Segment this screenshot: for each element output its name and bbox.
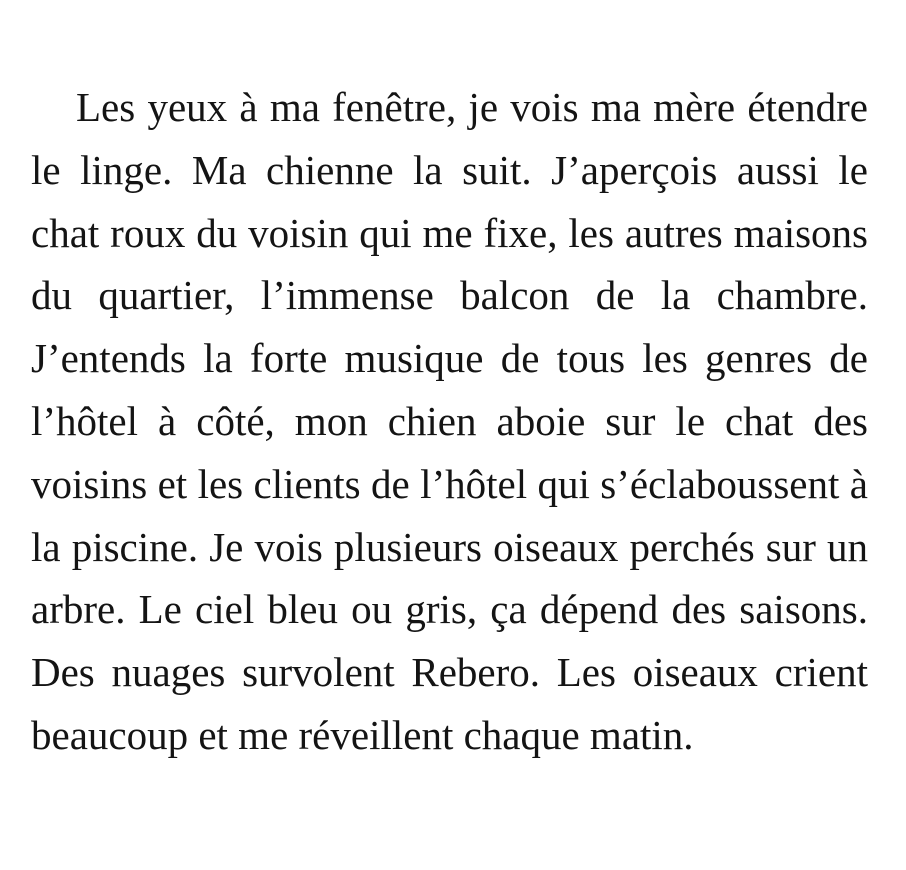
body-paragraph: Les yeux à ma fenêtre, je vois ma mère étendre le linge. Ma chienne la suit. J’aperçois aussi le chat roux du voisin qui me fixe, les autres maisons du quartier, l’immense balcon de la chambre. J’entends la forte musique de tous les genres de l’hôtel à côté, mon chien aboie sur le chat des voisins et les clients de l’hôtel qui s’éclaboussent à la piscine. Je vois plusieurs oiseaux perchés sur un arbre. Le ciel bleu ou gris, ça dépend des saisons. Des nuages survolent Rebero. Les oiseaux crient beaucoup et me réveillent chaque matin. bbox=[31, 84, 868, 758]
document-page bbox=[31, 76, 868, 767]
